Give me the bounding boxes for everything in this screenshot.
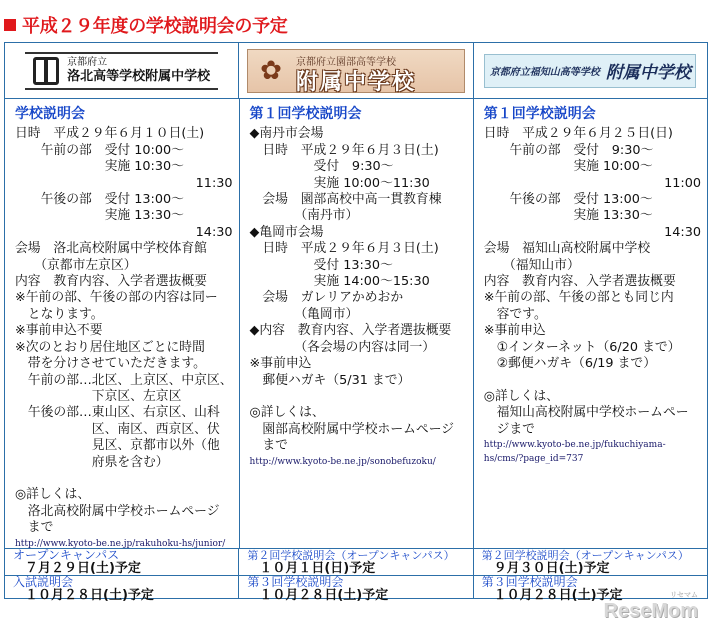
event-date: １０月２８日(土)予定 <box>25 588 154 603</box>
detail-line: 福知山高校附属中学校ホームペー <box>483 405 689 421</box>
detail-line: ◎詳しくは、 <box>249 405 325 421</box>
detail-line: ◎詳しくは、 <box>483 388 559 404</box>
detail-line: 日時 平成２９年６月３日(土) <box>249 241 439 257</box>
details-row <box>5 99 707 549</box>
detail-line: 会場 福知山高校附属中学校 <box>483 241 651 257</box>
detail-line: （各会場の内容は同一） <box>249 339 436 355</box>
rakuhoku-logo <box>25 52 218 90</box>
detail-line: ②郵便ハガキ（6/19 まで） <box>483 356 657 372</box>
detail-line: 実施 10:00～ <box>483 159 653 175</box>
logo-cell-fukuchiyama <box>474 43 707 98</box>
rakuhoku-logo-name: 洛北高等学校附属中学校 <box>67 68 211 84</box>
detail-line: 実施 10:00～11:30 <box>249 175 430 191</box>
event-date: ９月３０日(土)予定 <box>493 561 610 576</box>
detail-line: ジまで <box>483 421 535 437</box>
detail-line: ◆内容 教育内容、入学者選抜概要 <box>249 323 452 339</box>
detail-line: 園部高校附属中学校ホームページ <box>249 421 455 437</box>
detail-line <box>250 389 467 405</box>
detail-line: 午後の部 受付 13:00～ <box>483 192 653 208</box>
detail-line: まで <box>249 438 288 454</box>
event-cell <box>5 549 238 576</box>
detail-line <box>484 373 701 389</box>
event-date: １０月１日(日)予定 <box>259 561 376 576</box>
column-rakuhoku <box>5 99 240 548</box>
column-heading: 第１回学校説明会 <box>249 106 362 122</box>
event-cell <box>239 575 472 603</box>
page-title <box>4 10 288 40</box>
detail-line: 11:30 <box>195 175 233 191</box>
detail-line <box>15 471 233 487</box>
detail-line: ◆南丹市会場 <box>249 126 324 142</box>
detail-line: 実施 13:30～ <box>15 208 184 224</box>
resemom-watermark <box>603 592 698 623</box>
detail-line: （京都市左京区） <box>15 257 137 273</box>
upcoming-events-row <box>5 548 707 603</box>
detail-line: 実施 13:30～ <box>483 208 653 224</box>
detail-line: ※次のとおり居住地区ごとに時間 <box>15 339 205 355</box>
column-heading: 第１回学校説明会 <box>483 106 596 122</box>
detail-line: ※午前の部、午後の部の内容は同ー <box>15 290 218 306</box>
detail-line: ※午前の部、午後の部とも同じ内 <box>483 290 674 306</box>
title-marker-icon <box>4 19 16 31</box>
detail-line: 午後の部…東山区、右京区、山科 <box>15 405 220 421</box>
detail-line: まで <box>15 520 54 536</box>
fukuchiyama-logo-name: 附属中学校 <box>605 63 691 83</box>
watermark-text: ReseMom <box>603 600 698 622</box>
event-date: ７月２９日(土)予定 <box>25 561 141 576</box>
detail-line: 洛北高校附属中学校ホームページ <box>15 503 220 519</box>
event-label: 第２回学校説明会（オープンキャンパス） <box>247 549 455 562</box>
column-fukuchiyama <box>474 99 707 548</box>
column-details <box>15 126 233 536</box>
detail-line: 午後の部 受付 13:00～ <box>15 192 184 208</box>
detail-line: 容です。 <box>483 306 547 322</box>
fukuchiyama-logo-small: 京都府立福知山高等学校 <box>489 67 600 78</box>
page-title-text: 平成２９年度の学校説明会の予定 <box>22 16 288 37</box>
logo-cell-sonobe <box>239 43 473 98</box>
column-details <box>250 126 467 454</box>
event-cell <box>474 549 707 576</box>
sonobe-logo <box>247 49 465 93</box>
rakuhoku-logo-small: 京都府立 <box>67 56 108 68</box>
detail-line: （福知山市） <box>483 257 580 273</box>
detail-line: 14:30 <box>195 224 233 240</box>
rakuhoku-emblem-icon <box>33 57 59 85</box>
detail-line: 午前の部…北区、上京区、中京区、 <box>15 372 233 388</box>
events-sonobe <box>239 549 473 603</box>
detail-line: 日時 平成２９年６月２５日(日) <box>483 126 673 142</box>
detail-line: 実施 10:30～ <box>15 159 184 175</box>
event-cell <box>239 549 472 576</box>
event-label: 入試説明会 <box>13 575 74 589</box>
event-label: オープンキャンパス <box>13 548 120 562</box>
detail-line: ◎詳しくは、 <box>15 487 91 503</box>
event-label: 第３回学校説明会 <box>481 575 578 589</box>
detail-line: 会場 園部高校中高一貫教育棟 <box>249 192 442 208</box>
detail-line: 下京区、左京区 <box>15 388 182 404</box>
detail-line: 帯を分けさせていただきます。 <box>15 356 206 372</box>
detail-line: 午前の部 受付 10:00～ <box>15 142 184 158</box>
detail-line: 府県を含む） <box>15 454 169 470</box>
sonobe-logo-name: 附属中学校 <box>295 69 416 95</box>
logo-cell-rakuhoku <box>5 43 239 98</box>
detail-line: 14:30 <box>664 224 702 240</box>
detail-line: 日時 平成２９年６月１０日(土) <box>15 126 205 142</box>
detail-line: ※事前申込 <box>249 356 312 372</box>
column-details <box>484 126 701 438</box>
detail-line: 午前の部 受付 9:30～ <box>483 142 654 158</box>
school-url-link[interactable]: http://www.kyoto-be.ne.jp/sonobefuzoku/ <box>249 456 436 467</box>
detail-line: ①インターネット（6/20 まで） <box>483 339 681 355</box>
detail-line: 会場 ガレリアかめおか <box>249 290 404 306</box>
detail-line: 区、南区、西京区、伏 <box>15 421 220 437</box>
sonobe-logo-small: 京都府立園部高等学校 <box>295 56 396 68</box>
column-heading: 学校説明会 <box>15 106 85 122</box>
detail-line: 会場 洛北高校附属中学校体育館 <box>15 241 207 257</box>
event-label: 第３回学校説明会 <box>247 575 344 589</box>
school-url-link[interactable]: http://www.kyoto-be.ne.jp/rakuhoku-hs/junior/ <box>15 538 226 549</box>
detail-line: ※事前申込不要 <box>15 323 103 339</box>
event-cell <box>5 575 238 603</box>
detail-line: となります。 <box>15 306 104 322</box>
fukuchiyama-logo <box>484 54 696 88</box>
event-label: 第２回学校説明会（オープンキャンパス） <box>481 549 689 562</box>
detail-line: ※事前申込 <box>483 323 546 339</box>
events-rakuhoku <box>5 548 239 603</box>
detail-line: （亀岡市） <box>249 306 359 322</box>
detail-line: 受付 13:30～ <box>249 257 393 273</box>
watermark-ja: リセマム <box>670 592 698 599</box>
detail-line: 実施 14:00～15:30 <box>249 274 430 290</box>
detail-line: ◆亀岡市会場 <box>249 224 324 240</box>
detail-line: 内容 教育内容、入学者選抜概要 <box>15 274 207 290</box>
detail-line: 見区、京都市以外（他 <box>15 438 220 454</box>
event-date: １０月２８日(土)予定 <box>493 588 623 603</box>
sonobe-emblem-icon: ✿ <box>260 55 282 86</box>
detail-line: 日時 平成２９年６月３日(土) <box>249 142 439 158</box>
detail-line: 内容 教育内容、入学者選抜概要 <box>483 274 676 290</box>
event-date: １０月２８日(土)予定 <box>259 588 389 603</box>
detail-line: 11:00 <box>664 175 702 191</box>
logo-row <box>5 43 707 99</box>
schedule-table <box>4 42 708 603</box>
school-url-link[interactable]: http://www.kyoto-be.ne.jp/fukuchiyama-hs/cms/?page_id=737 <box>483 440 666 465</box>
detail-line: （南丹市） <box>249 208 359 224</box>
column-sonobe <box>240 99 474 548</box>
detail-line: 受付 9:30～ <box>249 159 394 175</box>
detail-line: 郵便ハガキ（5/31 まで） <box>249 372 411 388</box>
